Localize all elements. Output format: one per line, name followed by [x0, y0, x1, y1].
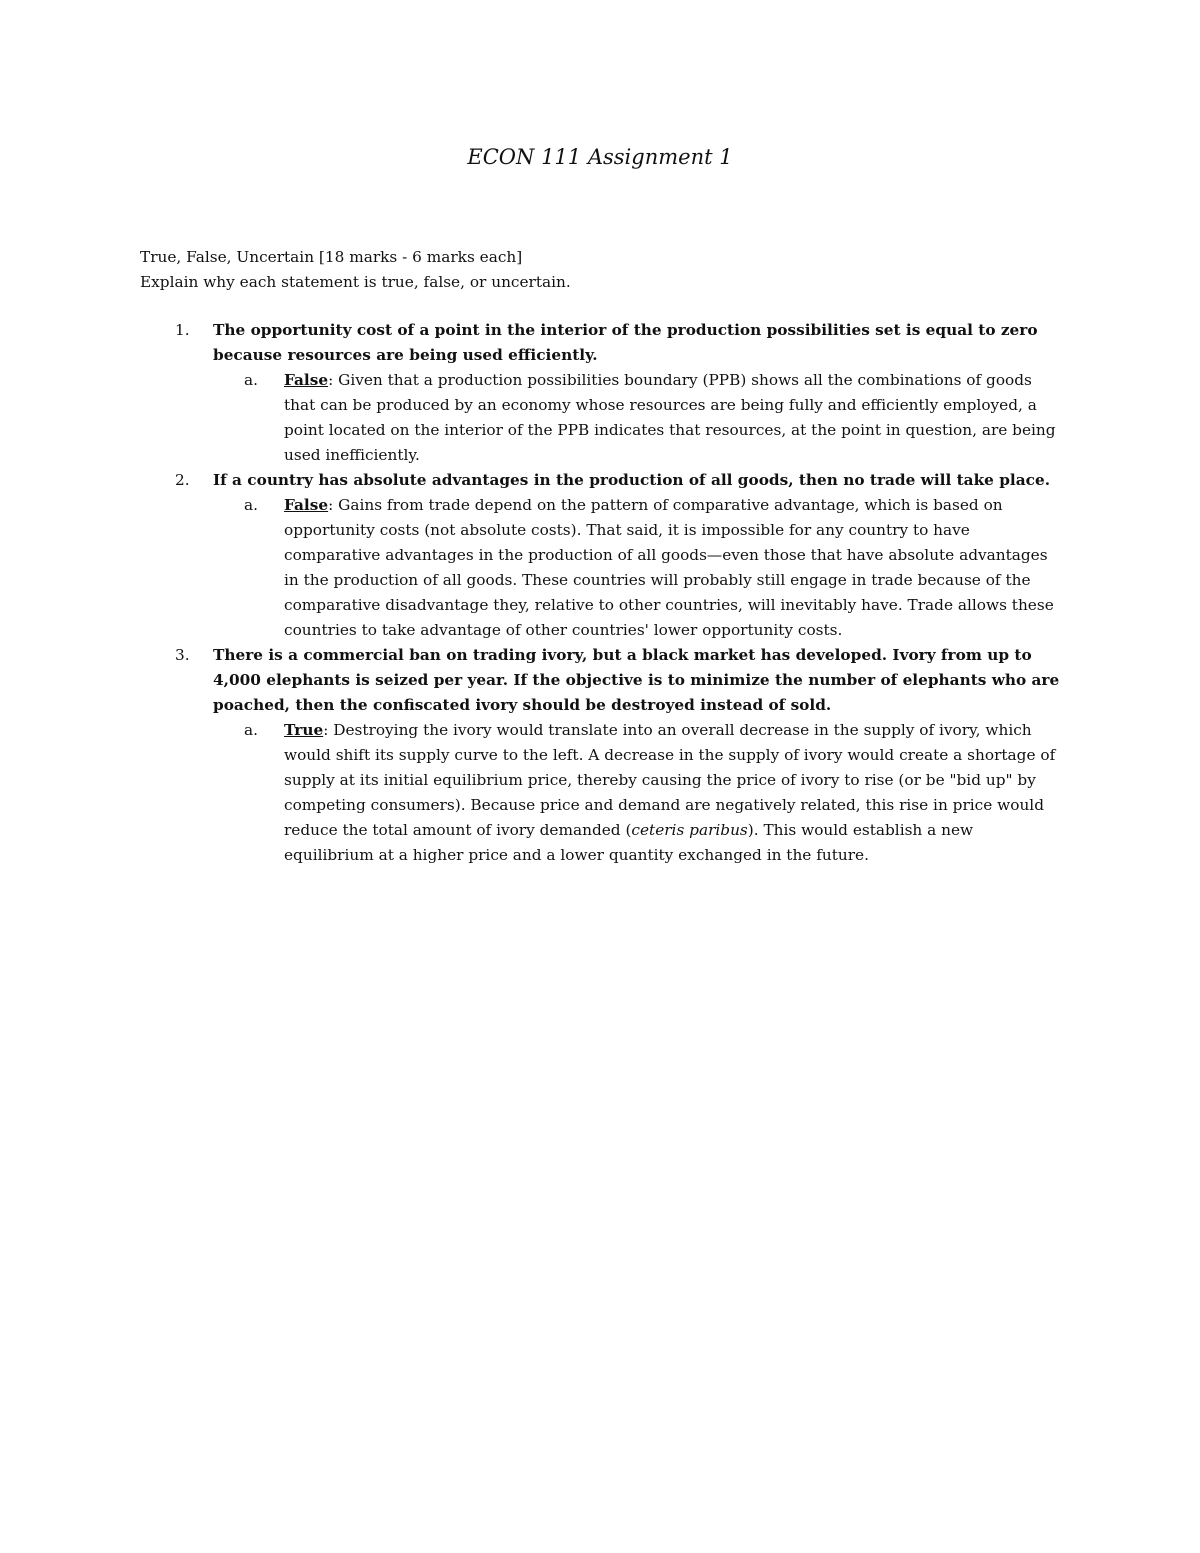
question-statement: There is a commercial ban on trading ivory, but a black market has developed. Ivory from up to 4,000 elephants is seized per year. If the objective is to minimize the number of elephants who are poached, then the confiscated ivory should be destroyed instead of sold.: [213, 646, 1060, 714]
answer-3: [140, 718, 1060, 868]
answer-text-italic: ceteris paribus: [631, 821, 748, 839]
document-title: ECON 111 Assignment 1: [467, 145, 733, 169]
section-intro: [140, 245, 1060, 295]
answer-verdict: False: [284, 496, 329, 514]
instructions-text: Explain why each statement is true, false, or uncertain.: [140, 273, 571, 291]
answer-letter: a.: [244, 721, 258, 739]
answer-text: : Given that a production possibilities boundary (PPB) shows all the combinations of goods that can be produced by an economy whose resources are being fully and efficiently employed, a point located on the interior of the PPB indicates that resources, at the point in question, are being used inefficiently.: [284, 371, 1056, 464]
answer-text-before-italic: : Destroying the ivory would translate into an overall decrease in the supply of ivory, which would shift its supply curve to the left. A decrease in the supply of ivory would create a shortage of supply at its initial equilibrium price, thereby causing the price of ivory to rise (or be "bid up" by competing consumers). Because price and demand are negatively related, this rise in price would reduce the total amount of ivory demanded (: [284, 721, 1056, 839]
question-list: [140, 318, 1060, 868]
question-3: [140, 643, 1060, 718]
question-number: 3.: [175, 646, 190, 664]
question-number: 1.: [175, 321, 190, 339]
question-1: [140, 318, 1060, 368]
question-statement: The opportunity cost of a point in the interior of the production possibilities set is equal to zero because resources are being used efficiently.: [213, 321, 1038, 364]
answer-body: [284, 368, 1060, 468]
answer-verdict: False: [284, 371, 329, 389]
answer-verdict: True: [284, 721, 324, 739]
answer-text: : Gains from trade depend on the pattern of comparative advantage, which is based on opportunity costs (not absolute costs). That said, it is impossible for any country to have comparative advantages in the production of all goods—even those that have absolute advantages in the production of all goods. These countries will probably still engage in trade because of the comparative disadvantage they, relative to other countries, will inevitably have. Trade allows these countries to take advantage of other countries' lower opportunity costs.: [284, 496, 1054, 639]
answer-body: [284, 718, 1060, 868]
section-heading: True, False, Uncertain [18 marks - 6 marks each]: [140, 248, 523, 266]
answer-1: [140, 368, 1060, 468]
answer-letter: a.: [244, 496, 258, 514]
question-2: [140, 468, 1060, 493]
question-statement: If a country has absolute advantages in the production of all goods, then no trade will take place.: [213, 471, 1051, 489]
answer-body: [284, 493, 1060, 643]
answer-text-after-italic: ). This would establish a new equilibrium at a higher price and a lower quantity exchanged in the future.: [284, 821, 974, 864]
question-number: 2.: [175, 471, 190, 489]
answer-2: [140, 493, 1060, 643]
answer-letter: a.: [244, 371, 258, 389]
